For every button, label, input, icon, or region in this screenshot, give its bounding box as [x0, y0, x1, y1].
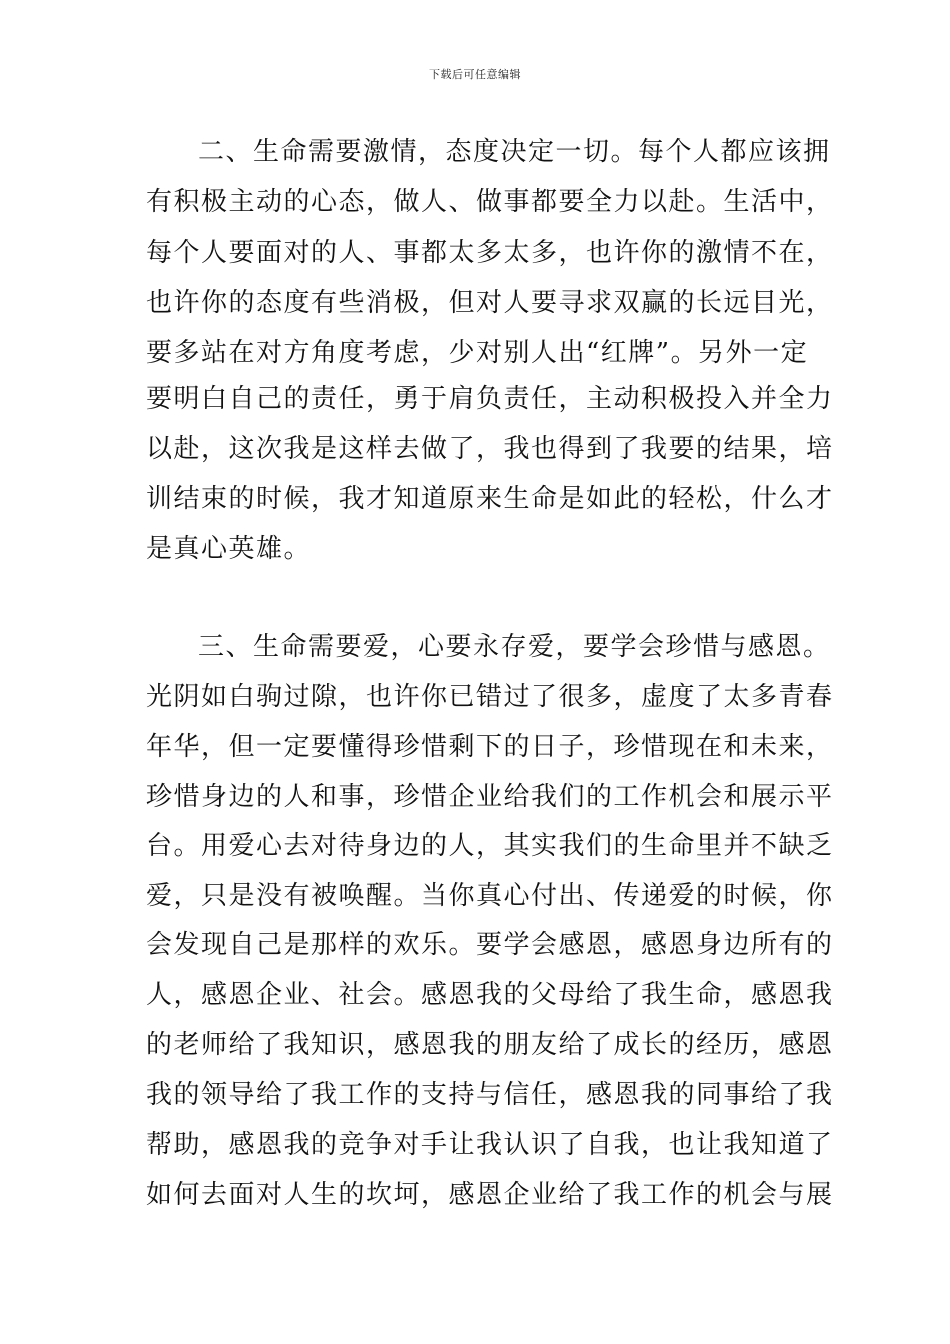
paragraph-line: 也许你的态度有些消极，但对人要寻求双赢的长远目光， — [146, 288, 834, 318]
paragraph-line: 的老师给了我知识，感恩我的朋友给了成长的经历，感恩 — [146, 1030, 834, 1060]
paragraph-line: 爱，只是没有被唤醒。当你真心付出、传递爱的时候，你 — [146, 881, 834, 911]
paragraph-line: 以赴，这次我是这样去做了，我也得到了我要的结果，培 — [146, 434, 834, 464]
paragraph-line: 如何去面对人生的坎坷，感恩企业给了我工作的机会与展 — [146, 1180, 834, 1210]
paragraph-line: 帮助，感恩我的竞争对手让我认识了自我，也让我知道了 — [146, 1130, 834, 1160]
paragraph-line: 珍惜身边的人和事，珍惜企业给我们的工作机会和展示平 — [146, 782, 834, 812]
header-note: 下载后可任意编辑 — [429, 68, 521, 81]
paragraph-line: 三、生命需要爱，心要永存爱，要学会珍惜与感恩。 — [198, 632, 831, 662]
paragraph-line: 每个人要面对的人、事都太多太多，也许你的激情不在， — [146, 238, 834, 268]
paragraph-line: 二、生命需要激情，态度决定一切。每个人都应该拥 — [198, 137, 831, 167]
paragraph-line: 是真心英雄。 — [146, 534, 312, 564]
paragraph-line: 要多站在对方角度考虑，少对别人出“红牌”。另外一定 — [146, 338, 809, 368]
paragraph-line: 光阴如白驹过隙，也许你已错过了很多，虚度了太多青春 — [146, 682, 834, 712]
paragraph-line: 我的领导给了我工作的支持与信任，感恩我的同事给了我 — [146, 1080, 834, 1110]
paragraph-line: 年华，但一定要懂得珍惜剩下的日子，珍惜现在和未来， — [146, 732, 834, 762]
paragraph-line: 要明白自己的责任，勇于肩负责任，主动积极投入并全力 — [146, 384, 834, 414]
paragraph-line: 人，感恩企业、社会。感恩我的父母给了我生命，感恩我 — [146, 980, 834, 1010]
paragraph-line: 训结束的时候，我才知道原来生命是如此的轻松，什么才 — [146, 484, 834, 514]
paragraph-line: 有积极主动的心态，做人、做事都要全力以赴。生活中， — [146, 187, 834, 217]
paragraph-line: 会发现自己是那样的欢乐。要学会感恩，感恩身边所有的 — [146, 930, 834, 960]
paragraph-line: 台。用爱心去对待身边的人，其实我们的生命里并不缺乏 — [146, 831, 834, 861]
